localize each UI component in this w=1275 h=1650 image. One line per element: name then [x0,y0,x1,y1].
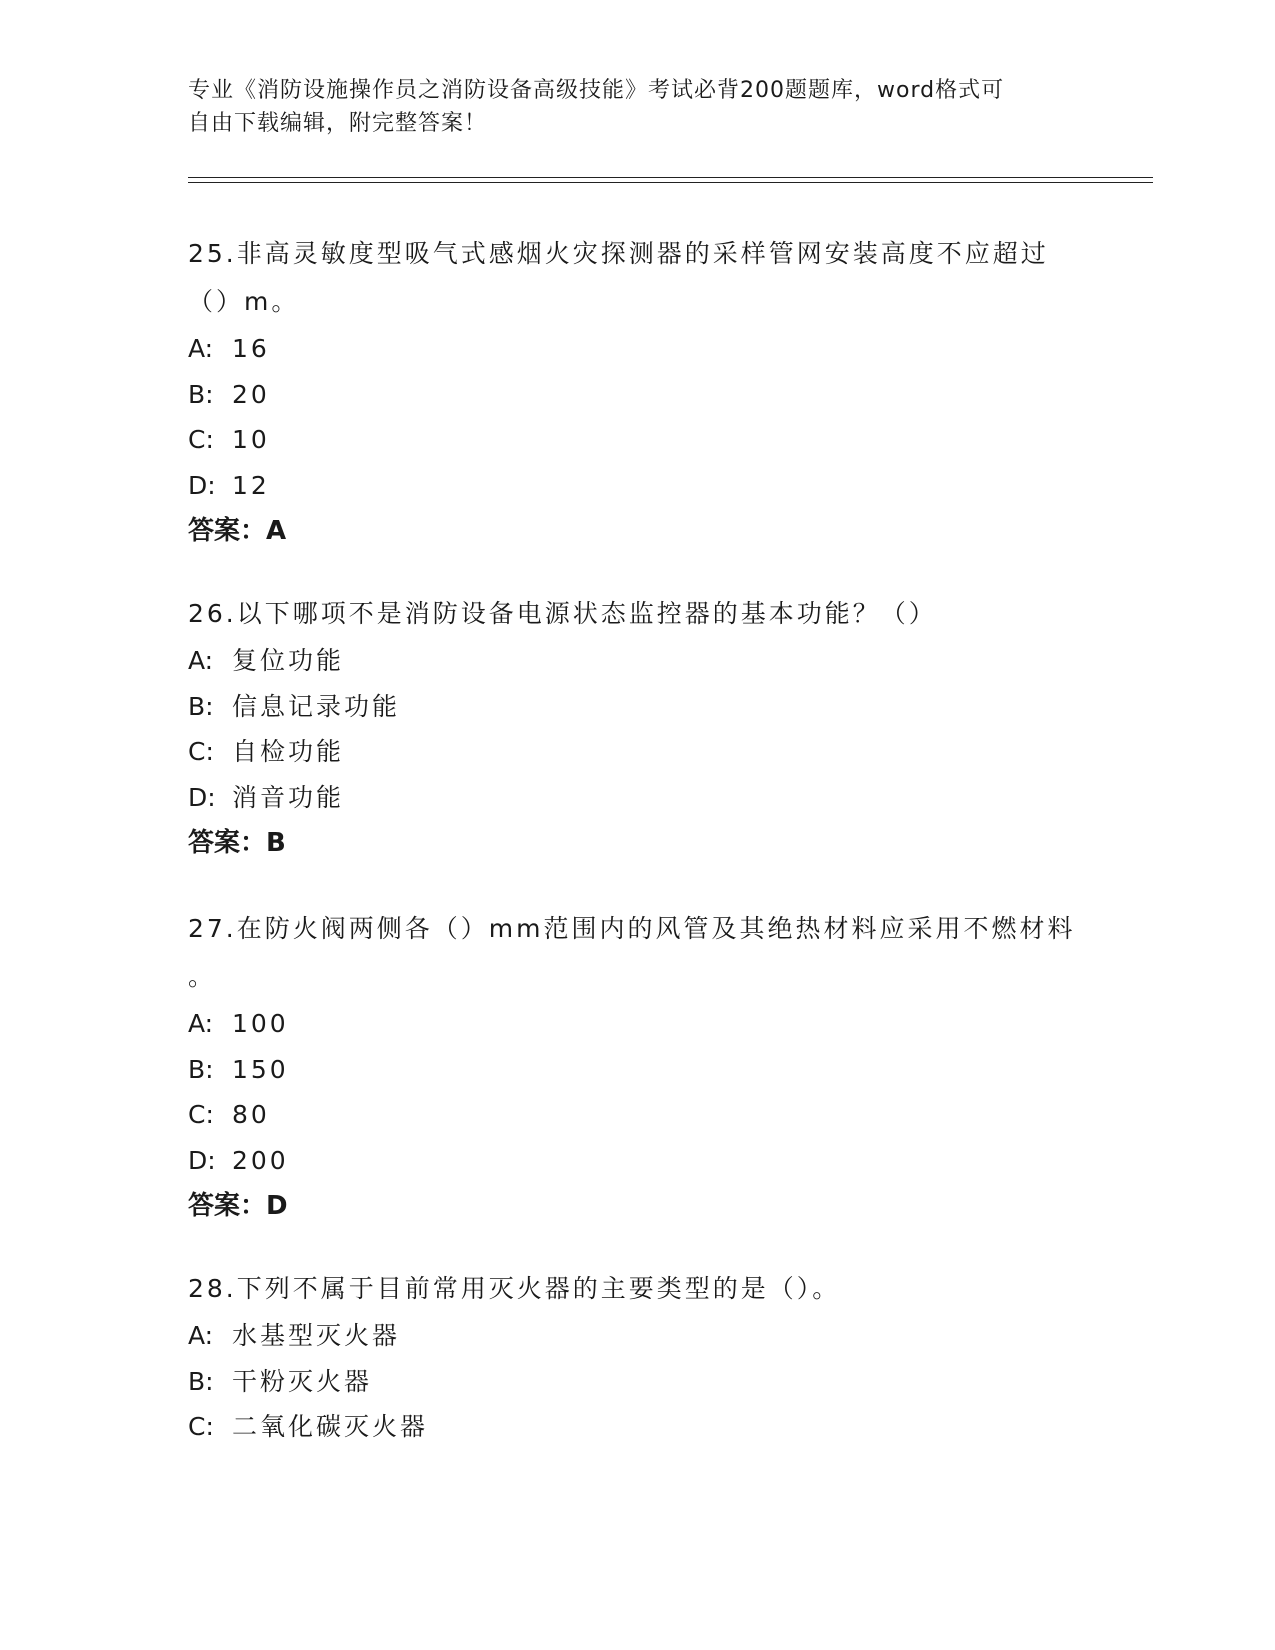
question-stem [188,1265,1088,1313]
question-stem [188,590,1088,638]
option-letter: A: [188,334,214,363]
option-a [188,326,1088,372]
option-text: 200 [232,1145,289,1175]
stem-line-2: 。 [188,962,217,991]
option-letter: C: [188,1100,214,1129]
option-text: 100 [232,1009,289,1038]
question-stem [188,905,1088,1001]
option-d [188,775,1088,821]
option-d [188,1138,1088,1184]
question-stem [188,230,1088,326]
option-letter: B: [188,1054,214,1084]
question-25 [188,230,1088,554]
option-c [188,1092,1088,1138]
option-c [188,1404,1088,1450]
option-b [188,372,1088,418]
option-letter: B: [188,691,214,721]
option-letter: C: [188,737,214,766]
stem-line-1: 26.以下哪项不是消防设备电源状态监控器的基本功能？（） [188,599,937,628]
answer-label: 答案：B [188,828,286,858]
question-26 [188,590,1088,866]
stem-line-1: 27.在防火阀两侧各（）mm范围内的风管及其绝热材料应采用不燃材料 [188,914,1076,943]
option-text: 信息记录功能 [232,691,401,721]
option-text: 16 [232,334,270,363]
stem-line-2: （）m。 [188,287,300,316]
option-text: 干粉灭火器 [232,1366,373,1396]
option-letter: D: [188,1145,216,1175]
stem-line-1: 28.下列不属于目前常用灭火器的主要类型的是（）。 [188,1274,841,1303]
question-27 [188,905,1088,1229]
option-letter: C: [188,425,214,454]
question-28 [188,1265,1088,1450]
option-text: 150 [232,1054,289,1084]
option-a [188,1001,1088,1047]
header-line-1: 专业《消防设施操作员之消防设备高级技能》考试必背200题题库，word格式可 [188,78,1005,103]
option-text: 12 [232,470,270,500]
option-c [188,417,1088,463]
option-letter: B: [188,1366,214,1396]
option-text: 80 [232,1100,270,1129]
option-letter: A: [188,1321,214,1350]
header-divider-bottom [188,182,1153,183]
option-text: 消音功能 [232,782,345,812]
option-a [188,638,1088,684]
option-text: 10 [232,425,270,454]
stem-line-1: 25.非高灵敏度型吸气式感烟火灾探测器的采样管网安装高度不应超过 [188,239,1049,268]
option-text: 二氧化碳灭火器 [232,1412,429,1441]
header-line-2: 自由下载编辑，附完整答案！ [188,111,488,136]
header-divider-top [188,177,1153,178]
option-letter: B: [188,379,214,409]
answer-label: 答案：A [188,516,287,546]
document-header [188,74,1068,140]
option-letter: D: [188,782,216,812]
option-letter: C: [188,1412,214,1441]
option-b [188,1047,1088,1093]
option-text: 水基型灭火器 [232,1321,401,1350]
option-letter: D: [188,470,216,500]
option-c [188,729,1088,775]
option-text: 自检功能 [232,737,345,766]
option-text: 20 [232,379,270,409]
option-b [188,1359,1088,1405]
answer-label: 答案：D [188,1191,288,1221]
option-b [188,684,1088,730]
option-letter: A: [188,646,214,675]
option-d [188,463,1088,509]
option-a [188,1313,1088,1359]
option-letter: A: [188,1009,214,1038]
option-text: 复位功能 [232,646,345,675]
